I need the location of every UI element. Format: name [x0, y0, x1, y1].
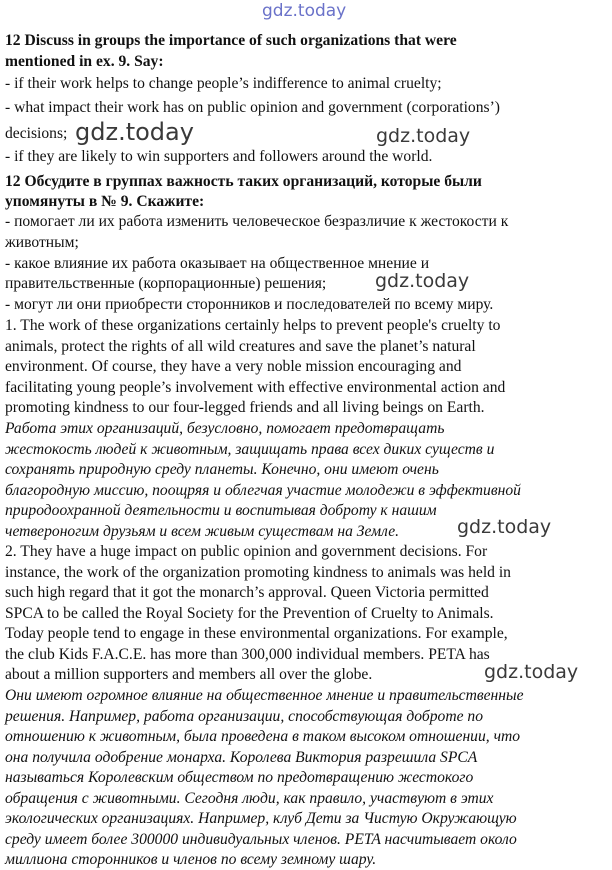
answer2-ru-line: миллиона сторонников и членов по всему земному шару. [5, 851, 377, 868]
answer2-ru-line: она получила одобрение монарха. Королева Виктория разрешила SPCA [5, 749, 478, 766]
watermark: gdz.today [375, 270, 470, 292]
task-item-en: - what impact their work has on public opinion and government (corporations’) [5, 99, 500, 116]
task-heading-en: 12 Discuss in groups the importance of such organizations that were [5, 32, 457, 49]
task-heading-ru: 12 Обсудите в группах важность таких организаций, которые были [5, 173, 482, 190]
answer1-en-line: environment. Of course, they have a very noble mission encouraging and [5, 358, 462, 375]
answer2-en-line: such high regard that it got the monarch’s approval. Queen Victoria permitted [5, 584, 489, 601]
task-item-en: decisions; [5, 125, 68, 142]
answer1-en-line: animals, protect the rights of all wild creatures and save the planet’s natural [5, 338, 476, 355]
answer2-en-line: instance, the work of the organization promoting kindness to animals was held in [5, 564, 511, 581]
answer2-ru-line: Они имеют огромное влияние на общественное мнение и правительственные [5, 687, 524, 704]
task-item-ru: - могут ли они приобрести сторонников и последователей по всему миру. [5, 296, 494, 313]
answer2-ru-line: экологических организациях. Например, клуб Дети за Чистую Окружающую [5, 810, 517, 827]
watermark: gdz.today [457, 516, 552, 538]
watermark: gdz.today [75, 118, 194, 146]
task-item-ru: животным; [5, 234, 79, 251]
answer1-ru-line: природоохранной деятельности и воспитывая доброту к нашим [5, 502, 437, 519]
answer2-ru-line: отношению к животным, была проведена в таком высоком отношении, что [5, 728, 521, 745]
answer2-ru-line: решения. Например, работа организации, способствующая доброте по [5, 708, 483, 725]
answer2-en-line: the club Kids F.A.C.E. has more than 300,000 individual members. PETA has [5, 646, 490, 663]
answer2-en-line: Today people tend to engage in these environmental organizations. For example, [5, 625, 508, 642]
answer1-en-line: 1. The work of these organizations certainly helps to prevent people's cruelty to [5, 317, 501, 334]
answer2-en-line: about a million supporters and members all over the globe. [5, 666, 373, 683]
answer2-en-line: 2. They have a huge impact on public opinion and government decisions. For [5, 543, 488, 560]
answer1-en-line: promoting kindness to our four-legged friends and all living beings on Earth. [5, 399, 485, 416]
answer1-ru-line: четвероногим друзьям и всем живым существам на Земле. [5, 523, 400, 540]
task-item-en: - if they are likely to win supporters and followers around the world. [5, 148, 433, 165]
watermark: gdz.today [376, 125, 471, 147]
answer2-ru-line: называться Королевским обществом по предотвращению жестокого [5, 769, 474, 786]
watermark-top: gdz.today [262, 1, 347, 21]
task-item-ru: правительственные (корпорационные) решения; [5, 275, 327, 292]
watermark: gdz.today [484, 661, 579, 683]
answer1-en-line: facilitating young people’s involvement with effective environmental action and [5, 379, 506, 396]
answer2-en-line: SPCA to be called the Royal Society for the Prevention of Cruelty to Animals. [5, 605, 494, 622]
answer1-ru-line: Работа этих организаций, безусловно, помогает предотвращать [5, 420, 445, 437]
answer2-ru-line: обращения с животными. Сегодня люди, как правило, участвуют в этих [5, 790, 494, 807]
answer1-ru-line: жестокость людей к животным, защищать права всех диких существ и [5, 441, 495, 458]
task-heading-en: mentioned in ex. 9. Say: [5, 53, 164, 70]
task-item-en: - if their work helps to change people’s indifference to animal cruelty; [5, 75, 442, 92]
task-heading-ru: упомянуты в № 9. Скажите: [5, 193, 205, 210]
answer1-ru-line: сохранять природную среду планеты. Конечно, они имеют очень [5, 461, 439, 478]
answer2-ru-line: среду имеет более 300000 индивидуальных членов. PETA насчитывает около [5, 831, 517, 848]
answer1-ru-line: благородную миссию, поощряя и облегчая участие молодежи в эффективной [5, 482, 521, 499]
task-item-ru: - помогает ли их работа изменить человеческое безразличие к жестокости к [5, 213, 509, 230]
task-item-ru: - какое влияние их работа оказывает на общественное мнение и [5, 255, 430, 272]
